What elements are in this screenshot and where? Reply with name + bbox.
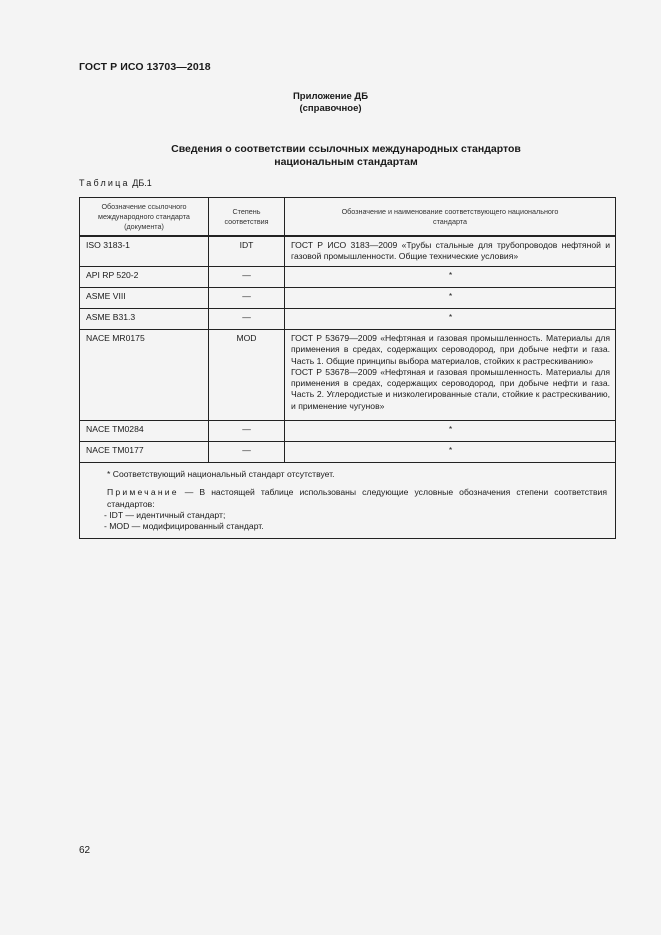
cell-degree: — (209, 288, 285, 309)
cell-national (285, 330, 616, 421)
cell-degree: — (209, 442, 285, 463)
table-row (80, 288, 616, 309)
annex-subtitle: (справочное) (299, 103, 362, 114)
national-standard-part1: ГОСТ Р 53679—2009 «Нефтяная и газовая промышленность. Материалы для применения в средах, содержащих сероводород, при добыче нефти и газа. Часть 1. Общие принципы выбора материалов, стойких к растрескиванию» (291, 333, 610, 366)
header-national-standard: Обозначение и наименование соответствующего национального стандарта (285, 198, 616, 237)
note-label: Примечание (107, 487, 179, 498)
national-standard-part2: ГОСТ Р 53678—2009 «Нефтяная и газовая промышленность. Материалы для применения в средах, содержащих сероводород, при добыче нефти и газа. Часть 2. Углеродистые и низколегированные стали, стойкие к растрескиванию, и применение чугунов» (291, 366, 610, 411)
note-list-item: - IDT — идентичный стандарт; (104, 509, 226, 520)
cell-ref: NACE MR0175 (80, 330, 209, 421)
cell-ref: ISO 3183-1 (80, 236, 209, 267)
section-title-line2: национальным стандартам (274, 156, 418, 168)
document-header: ГОСТ Р ИСО 13703—2018 (79, 61, 211, 73)
cell-national: * (285, 421, 616, 442)
header-ref-standard: Обозначение ссылочного международного стандарта (документа) (80, 198, 209, 237)
note-text: — В настоящей таблице использованы следующие условные обозначения степени соответствия стандартов: (107, 487, 607, 509)
table-row (80, 330, 616, 421)
annex-title: Приложение ДБ (292, 91, 369, 102)
cell-degree: MOD (209, 330, 285, 421)
cell-ref: ASME B31.3 (80, 309, 209, 330)
table-container (79, 197, 615, 539)
table-footer-row (80, 463, 616, 539)
cell-degree: — (209, 421, 285, 442)
table-footnotes (80, 463, 616, 539)
cell-national: * (285, 442, 616, 463)
table-label-number: ДБ.1 (132, 178, 152, 188)
footnote-text: * Соответствующий национальный стандарт отсутствует. (107, 469, 335, 479)
section-title (0, 143, 661, 169)
cell-degree: — (209, 267, 285, 288)
cell-ref: API RP 520-2 (80, 267, 209, 288)
cell-national: ГОСТ Р ИСО 3183—2009 «Трубы стальные для трубопроводов нефтяной и газовой промышленности. Общие технические условия» (285, 236, 616, 267)
table-row (80, 421, 616, 442)
cell-degree: IDT (209, 236, 285, 267)
table-header-row (80, 198, 616, 237)
annex-heading (0, 91, 661, 115)
correspondence-table (79, 197, 616, 539)
header-degree: Степень соответствия (209, 198, 285, 237)
cell-national: * (285, 267, 616, 288)
section-title-line1: Сведения о соответствии ссылочных международных стандартов (171, 143, 521, 155)
cell-ref: NACE TM0177 (80, 442, 209, 463)
note-paragraph (107, 487, 607, 510)
table-row (80, 267, 616, 288)
table-row (80, 236, 616, 267)
cell-national: * (285, 309, 616, 330)
cell-degree: — (209, 309, 285, 330)
cell-ref: ASME VIII (80, 288, 209, 309)
table-row (80, 309, 616, 330)
cell-ref: NACE TM0284 (80, 421, 209, 442)
note-list-item: - MOD — модифицированный стандарт. (104, 521, 264, 532)
page-number: 62 (79, 845, 91, 856)
table-row (80, 442, 616, 463)
cell-national: * (285, 288, 616, 309)
table-label (79, 178, 152, 188)
table-label-word: Таблица (79, 178, 130, 188)
